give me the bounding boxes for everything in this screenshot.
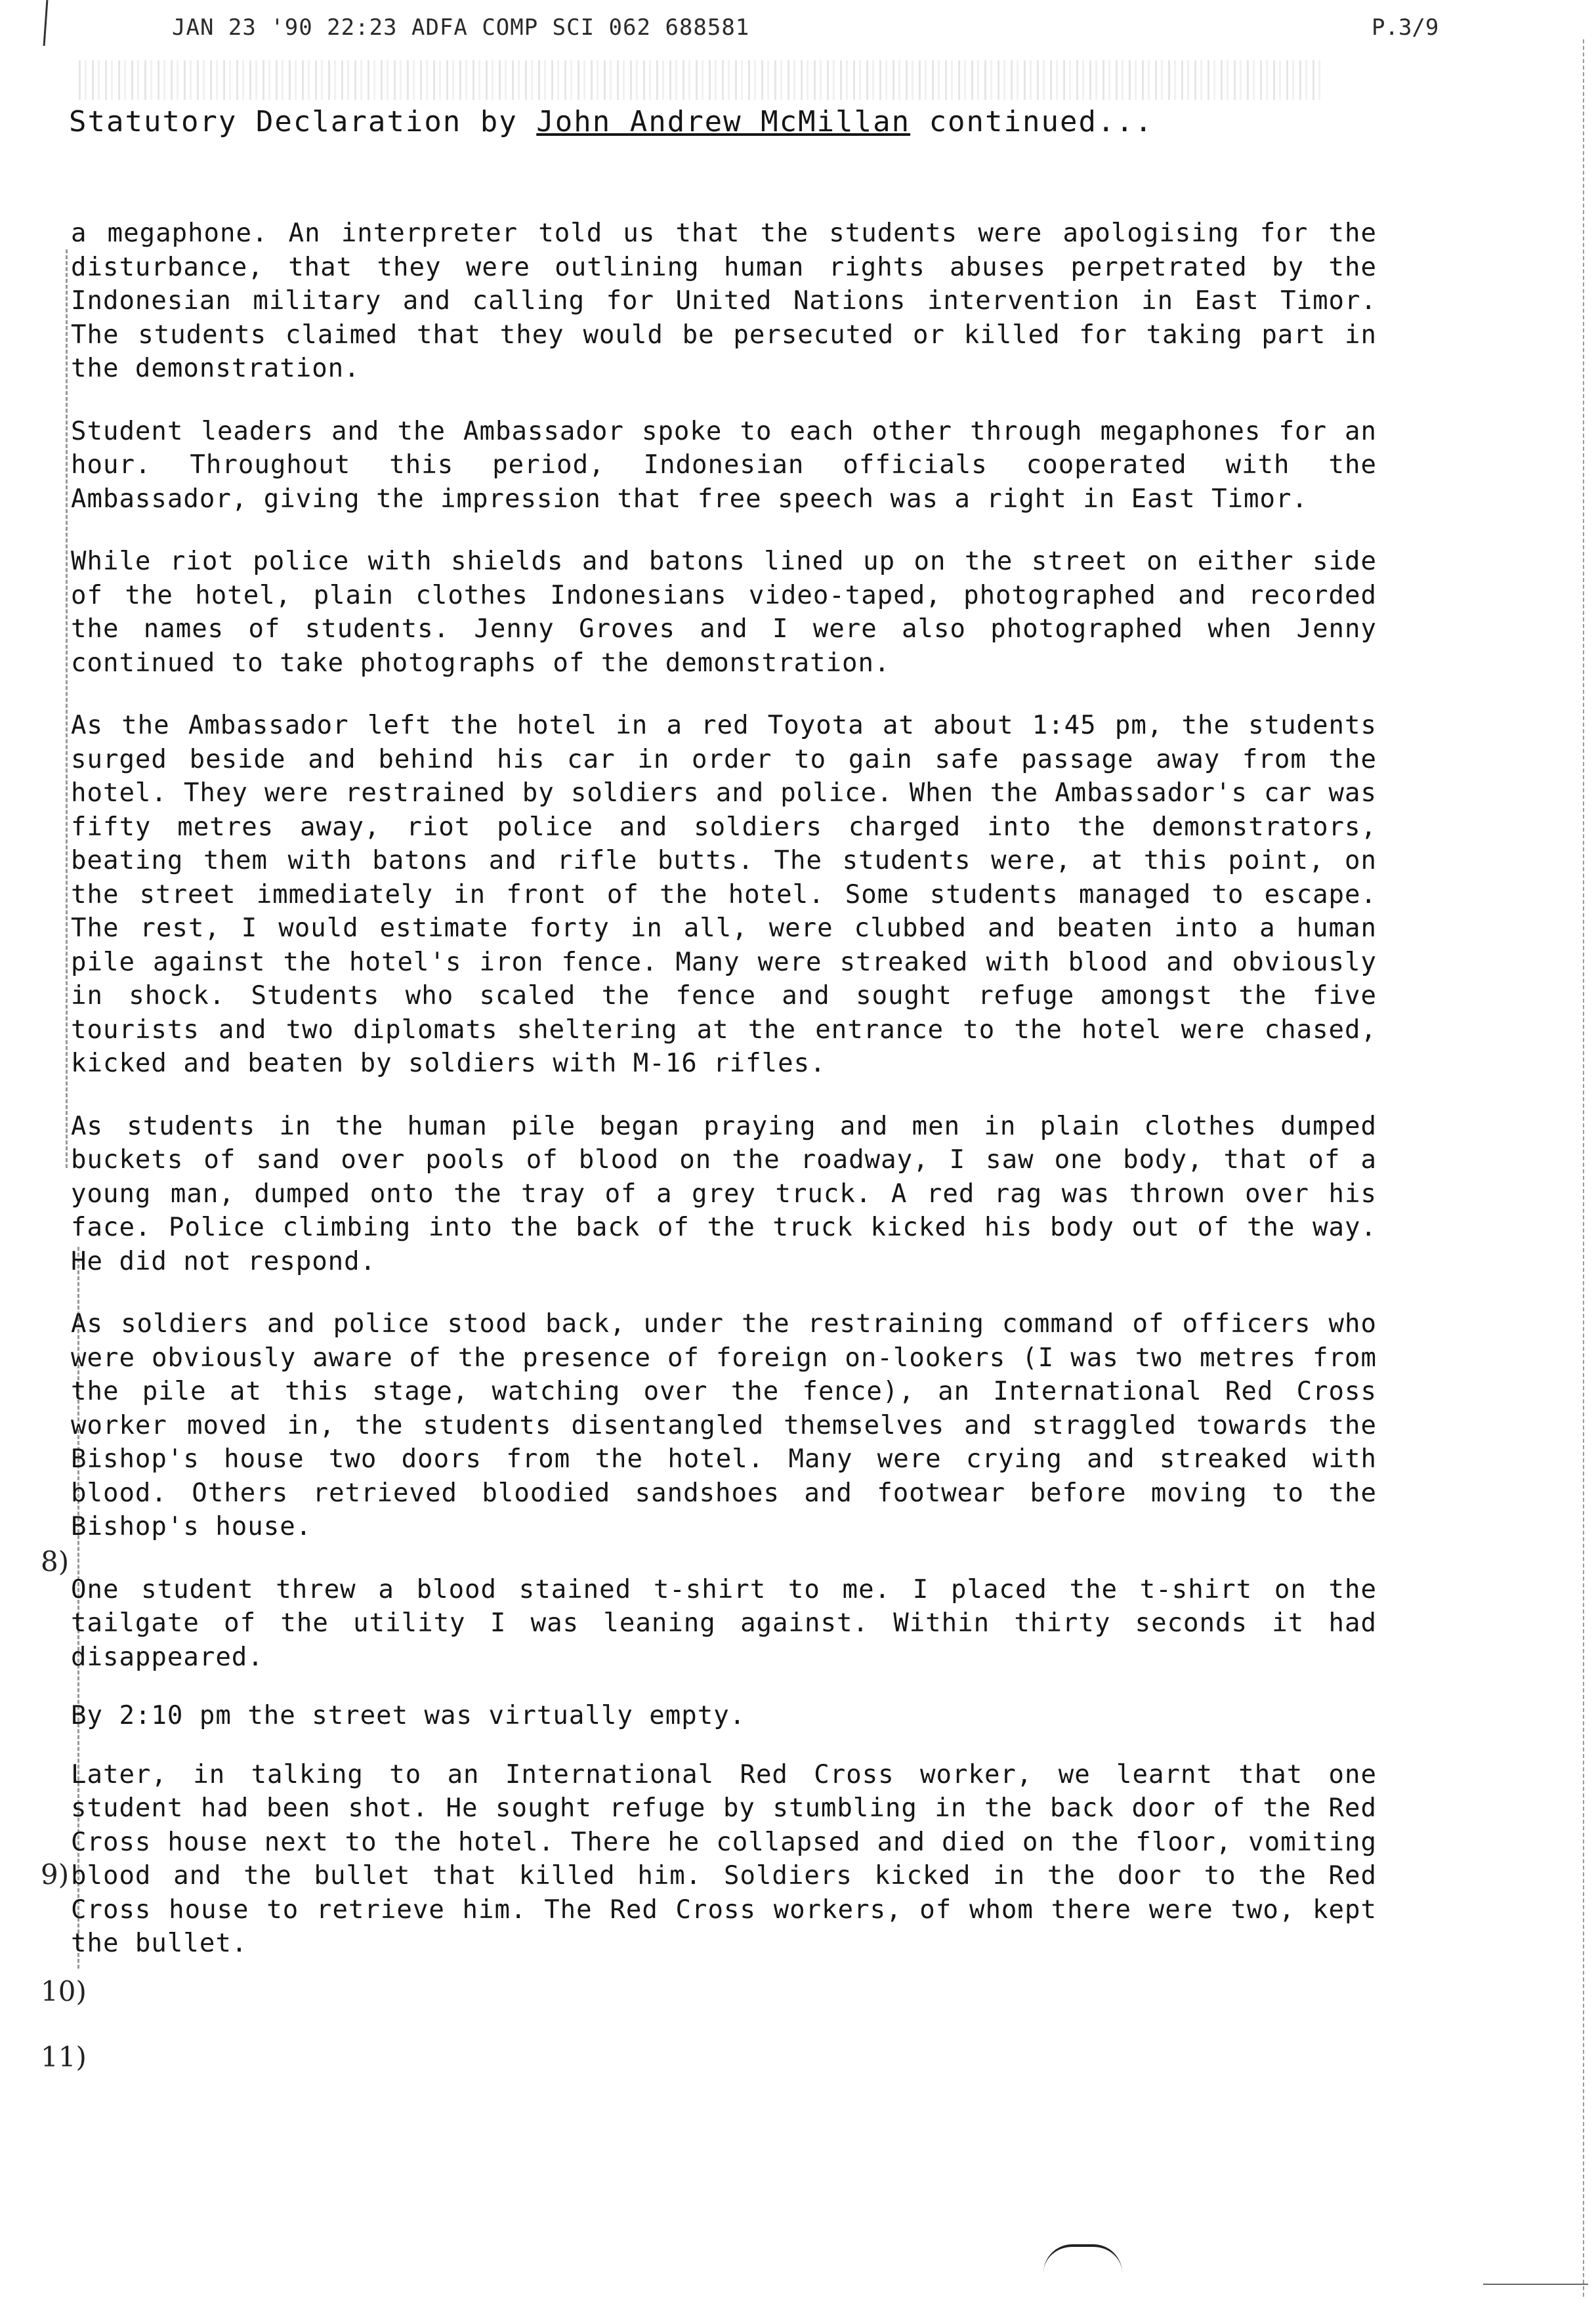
paragraph-megaphone: a megaphone. An interpreter told us that the students were apologising for the disturbance, that they were outlining human rights abuses perpetrated by the Indonesian military and calling for United Nations intervention in East Timor. The students claimed that they would be persecuted or killed for taking part in the demonstration.	[71, 219, 1377, 383]
fax-page-number: P.3/9	[1372, 14, 1439, 41]
declarant-name: John Andrew McMillan	[536, 105, 911, 138]
paragraph-riot-police: While riot police with shields and batons lined up on the street on either side of the hotel, plain clothes Indonesians video-taped, photographed and recorded the names of students. Jenny Groves and I were also photographed when Jenny continued to take photographs of the demonstration.	[71, 547, 1377, 678]
paragraph-human-pile: As students in the human pile began praying and men in plain clothes dumped buckets of sand over pools of blood on the roadway, I saw one body, that of a young man, dumped onto the tray of a grey truck. A red rag was thrown over his face. Police climbing into the back of the truck kicked his body out of the way. He did not respond.	[71, 1111, 1377, 1276]
declaration-body	[71, 217, 1377, 1990]
margin-scan-line	[66, 249, 68, 1168]
title-prefix: Statutory Declaration by	[69, 105, 537, 138]
paragraph-soldiers-stood-back: As soldiers and police stood back, under the restraining command of officers who were obviously aware of the presence of foreign on-lookers (I was two metres from the pile at this stage, watching over the fence), an International Red Cross worker moved in, the students disentangled themselves and straggled towards the Bishop's house two doors from the hotel. Many were crying and streaked with blood. Others retrieved bloodied sandshoes and footwear before moving to the Bishop's house.	[71, 1309, 1377, 1541]
fax-transmission-line: JAN 23 '90 22:23 ADFA COMP SCI 062 688581	[172, 14, 750, 41]
page-right-edge	[1583, 39, 1584, 2297]
document-title	[69, 105, 1513, 138]
margin-number-11: 11)	[41, 2041, 87, 2073]
scan-bottom-mark	[1483, 2284, 1588, 2285]
scan-noise-band	[79, 60, 1326, 100]
margin-number-9: 9)	[41, 1858, 70, 1891]
paragraph-student-leaders: Student leaders and the Ambassador spoke to each other through megaphones for an hour. Throughout this period, Indonesian officials cooperated with the Ambassador, giving the impression that free speech was a right in East Timor.	[71, 416, 1377, 514]
margin-number-10: 10)	[41, 1975, 87, 2007]
paragraph-street-empty: By 2:10 pm the street was virtually empty.	[71, 1701, 746, 1730]
paragraph-ambassador-left: As the Ambassador left the hotel in a red Toyota at about 1:45 pm, the students surged beside and behind his car in order to gain safe passage away from the hotel. They were restrained by soldiers and police. When the Ambassador's car was fifty metres away, riot police and soldiers charged into the demonstrators, beating them with batons and rifle butts. The students were, at this point, on the street immediately in front of the hotel. Some students managed to escape. The rest, I would estimate forty in all, were clubbed and beaten into a human pile against the hotel's iron fence. Many were streaked with blood and obviously in shock. Students who scaled the fence and sought refuge amongst the five tourists and two diplomats sheltering at the entrance to the hotel were chased, kicked and beaten by soldiers with M-16 rifles.	[71, 711, 1377, 1078]
fax-header	[0, 0, 1596, 46]
paragraph-t-shirt: One student threw a blood stained t-shirt to me. I placed the t-shirt on the tailgate of the utility I was leaning against. Within thirty seconds it had disappeared.	[71, 1574, 1377, 1672]
paragraph-red-cross: Later, in talking to an International Red Cross worker, we learnt that one student had been shot. He sought refuge by stumbling in the back door of the Red Cross house next to the hotel. There he collapsed and died on the floor, vomiting blood and the bullet that killed him. Soldiers kicked in the door to the Red Cross house to retrieve him. The Red Cross workers, of whom there were two, kept the bullet.	[71, 1759, 1377, 1958]
title-suffix: continued...	[910, 105, 1154, 138]
scan-smudge-mark	[1043, 2244, 1122, 2273]
margin-number-8: 8)	[41, 1545, 70, 1578]
